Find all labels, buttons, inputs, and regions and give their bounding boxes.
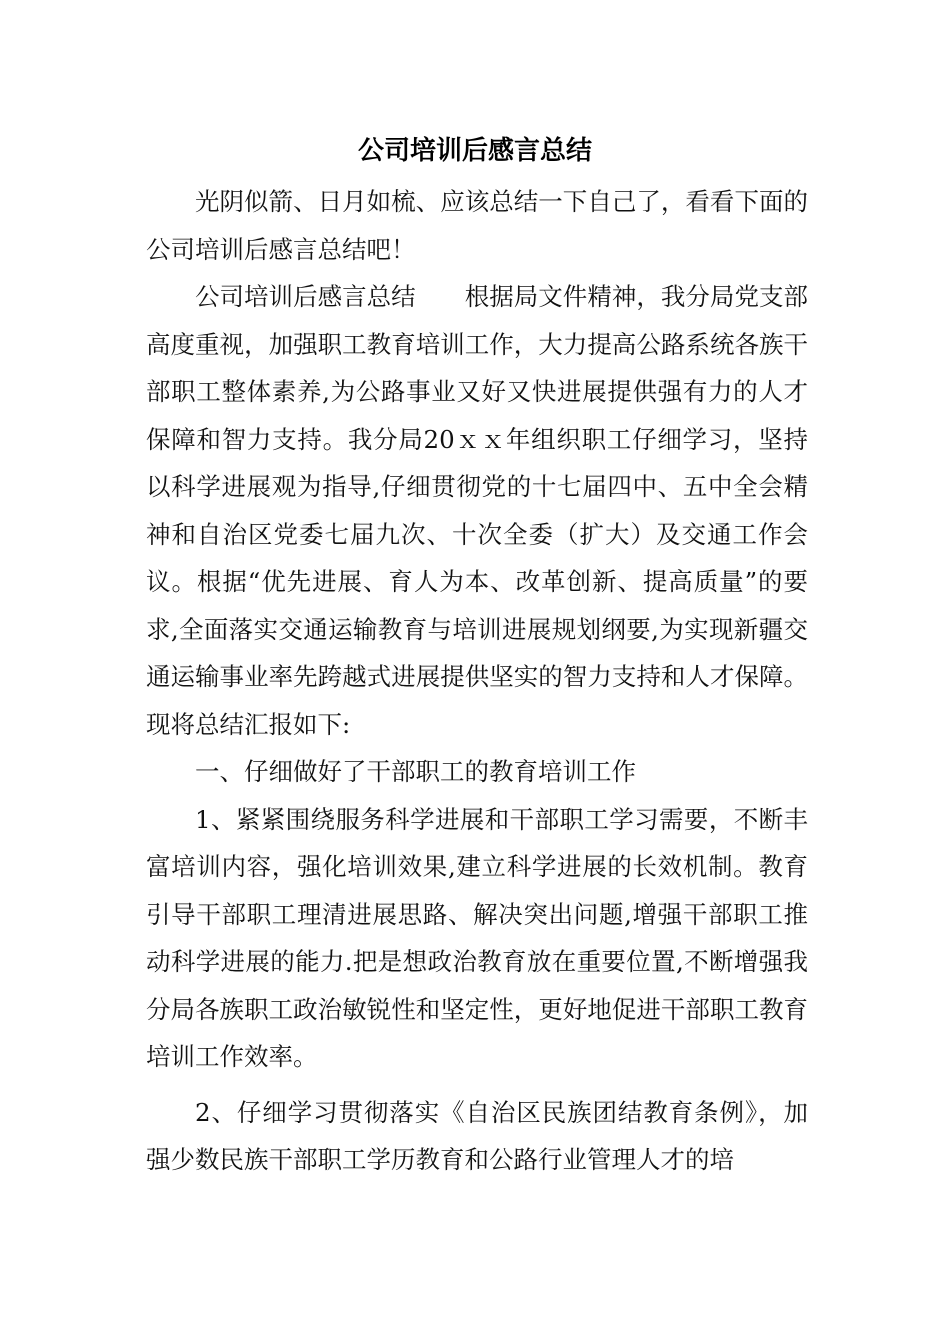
paragraph-summary: 公司培训后感言总结 根据局文件精神，我分局党支部高度重视，加强职工教育培训工作，大力提高公路系统各族干部职工整体素养,为公路事业又好又快进展提供强有力的人才保障和智力支持。我分局20ｘｘ年组织职工仔细学习，坚持以科学进展观为指导,仔细贯彻党的十七届四中、五中全会精神和自治区党委七届九次、十次全委（扩大）及交通工作会议。根据“优先进展、育人为本、改革创新、提高质量”的要求,全面落实交通运输教育与培训进展规划纲要,为实现新疆交通运输事业率先跨越式进展提供坚实的智力支持和人才保障。现将总结汇报如下: [146, 282, 808, 739]
section-heading-1: 一、仔细做好了干部职工的教育培训工作 [195, 757, 636, 786]
document-title: 公司培训后感言总结 [357, 136, 592, 166]
paragraph-intro: 光阴似箭、日月如梳、应该总结一下自己了，看看下面的公司培训后感言总结吧！ [146, 187, 808, 264]
paragraph-item-2: 2、仔细学习贯彻落实《自治区民族团结教育条例》，加强少数民族干部职工学历教育和公路行业管理人才的培 [146, 1097, 808, 1174]
paragraph-item-1: 1、紧紧围绕服务科学进展和干部职工学习需要，不断丰富培训内容，强化培训效果,建立科学进展的长效机制。教育引导干部职工理清进展思路、解决突出问题,增强干部职工推动科学进展的能力.把是想政治教育放在重要位置,不断增强我分局各族职工政治敏锐性和坚定性，更好地促进干部职工教育培训工作效率。 [146, 804, 808, 1071]
document-body [146, 178, 808, 1184]
